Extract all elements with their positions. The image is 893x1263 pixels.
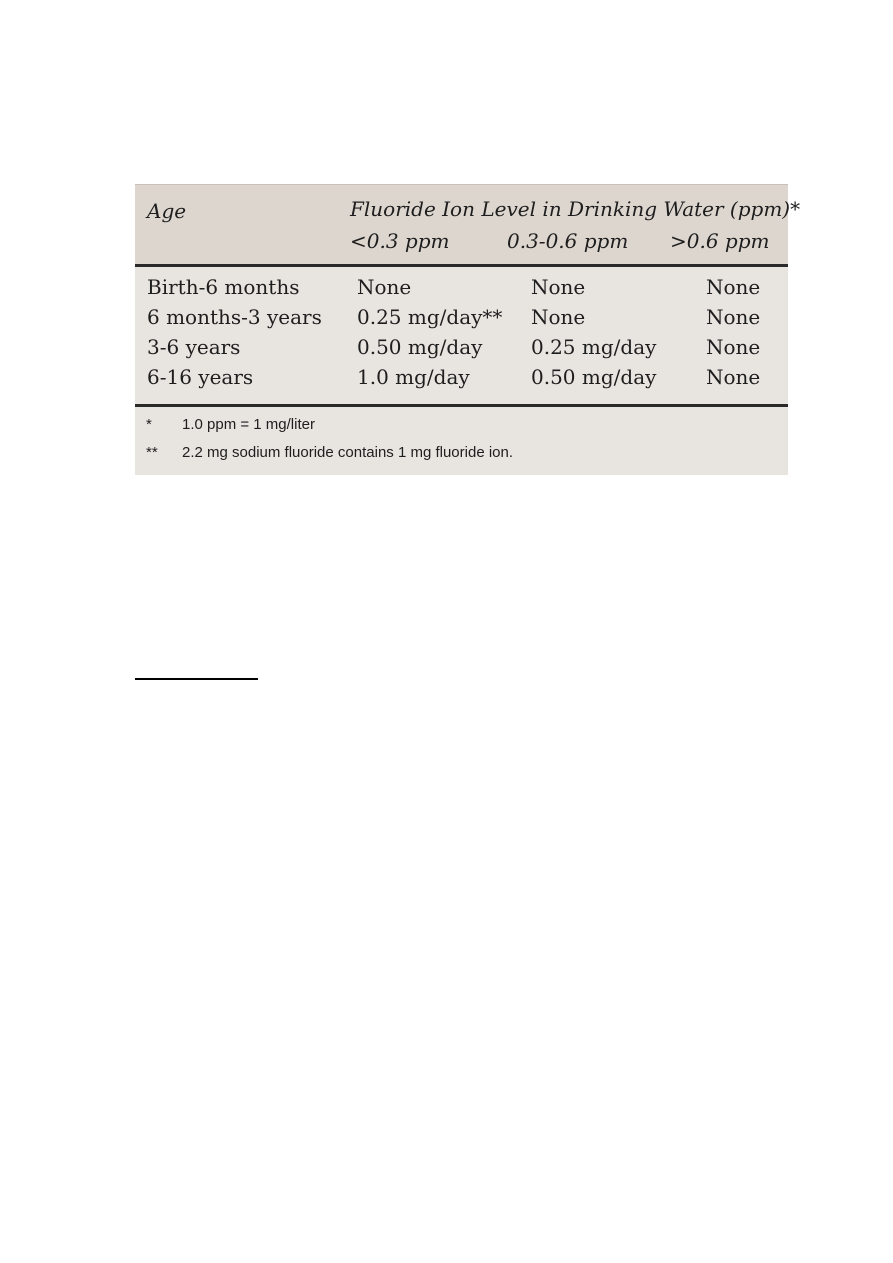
table-cell: 0.50 mg/day — [531, 365, 657, 389]
footnote-divider — [135, 404, 788, 407]
table-cell: 0.25 mg/day** — [357, 305, 503, 329]
table-cell: None — [706, 305, 761, 329]
table-cell: None — [531, 305, 586, 329]
table-row-age: 6 months-3 years — [147, 305, 322, 329]
table-cell: None — [706, 275, 761, 299]
header-divider — [135, 264, 788, 267]
table-cell: 1.0 mg/day — [357, 365, 470, 389]
header-col-high: >0.6 ppm — [670, 229, 770, 253]
table-cell: None — [706, 365, 761, 389]
table-row-age: 6-16 years — [147, 365, 254, 389]
footnote-marker: ** — [146, 444, 158, 461]
table-cell: 0.25 mg/day — [531, 335, 657, 359]
footnote-text: 2.2 mg sodium fluoride contains 1 mg fluoride ion. — [182, 444, 514, 461]
header-col-low: <0.3 ppm — [350, 229, 450, 253]
underline-rule — [135, 678, 258, 680]
table-cell: None — [357, 275, 412, 299]
fluoride-dosage-table — [135, 184, 801, 475]
table-cell: None — [531, 275, 586, 299]
footnote-text: 1.0 ppm = 1 mg/liter — [182, 416, 315, 433]
header-col-mid: 0.3-0.6 ppm — [507, 229, 629, 253]
header-age: Age — [147, 199, 187, 223]
table-row-age: Birth-6 months — [147, 275, 300, 299]
table-cell: 0.50 mg/day — [357, 335, 483, 359]
footnote-marker: * — [146, 416, 152, 433]
header-fluoride-level: Fluoride Ion Level in Drinking Water (ppm)* — [350, 197, 801, 221]
table-row-age: 3-6 years — [147, 335, 241, 359]
table-cell: None — [706, 335, 761, 359]
table-header — [135, 184, 801, 264]
